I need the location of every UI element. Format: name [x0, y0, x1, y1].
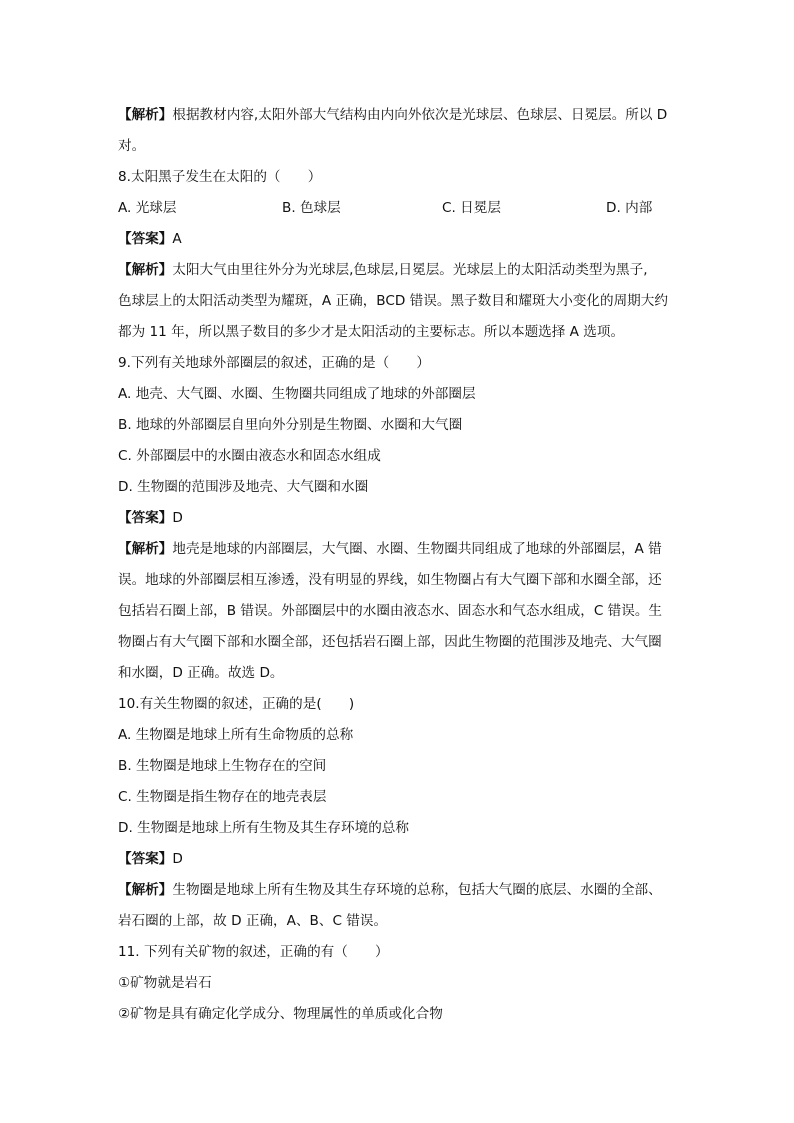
analysis-text: 地壳是地球的内部圈层，大气圈、水圈、生物圈共同组成了地球的外部圈层，A 错	[172, 541, 662, 557]
option-b: B. 色球层	[282, 200, 341, 216]
option-c: C. 生物圈是指生物存在的地壳表层	[118, 789, 327, 805]
option-c: C. 日冕层	[442, 200, 501, 216]
option-d: D. 生物圈的范围涉及地壳、大气圈和水圈	[118, 479, 369, 495]
question-9-answer	[118, 503, 688, 534]
question-10-answer	[118, 844, 688, 875]
answer-tag: 【答案】	[118, 510, 173, 526]
question-9-analysis-line	[118, 534, 688, 565]
answer-value: A	[172, 231, 182, 247]
question-11-item-2: ②矿物是具有确定化学成分、物理属性的单质或化合物	[118, 1006, 443, 1022]
question-8-stem: 8.太阳黑子发生在太阳的（ ）	[118, 169, 322, 185]
question-9-analysis-line: 误。地球的外部圈层相互渗透，没有明显的界线，如生物圈占有大气圈下部和水圈全部，还	[118, 572, 662, 588]
analysis-tag: 【解析】	[118, 262, 173, 278]
analysis-tag: 【解析】	[118, 882, 173, 898]
question-10-analysis-line: 岩石圈的上部，故 D 正确，A、B、C 错误。	[118, 913, 388, 929]
question-10-stem: 10.有关生物圈的叙述，正确的是( )	[118, 696, 355, 712]
option-d: D. 内部	[606, 200, 653, 216]
option-c: C. 外部圈层中的水圈由液态水和固态水组成	[118, 448, 381, 464]
answer-tag: 【答案】	[118, 231, 173, 247]
question-11-item-1: ①矿物就是岩石	[118, 975, 212, 991]
question-9-analysis-line: 物圈占有大气圈下部和水圈全部，还包括岩石圈上部，因此生物圈的范围涉及地壳、大气圈	[118, 634, 662, 650]
option-b: B. 地球的外部圈层自里向外分别是生物圈、水圈和大气圈	[118, 417, 463, 433]
answer-value: D	[172, 510, 183, 526]
question-11-stem: 11. 下列有关矿物的叙述，正确的有（ ）	[118, 944, 389, 960]
option-a: A. 地壳、大气圈、水圈、生物圈共同组成了地球的外部圈层	[118, 386, 476, 402]
answer-tag: 【答案】	[118, 851, 173, 867]
question-8-analysis-line: 都为 11 年，所以黑子数目的多少才是太阳活动的主要标志。所以本题选择 A 选项。	[118, 324, 625, 340]
document-body	[118, 100, 688, 1030]
answer-value: D	[172, 851, 183, 867]
analysis-text: 根据教材内容,太阳外部大气结构由内向外依次是光球层、色球层、日冕层。所以 D	[172, 107, 668, 123]
question-10-analysis-line	[118, 875, 688, 906]
option-a: A. 生物圈是地球上所有生命物质的总称	[118, 727, 354, 743]
question-8-options	[118, 193, 688, 224]
analysis-continuation: 对。	[118, 138, 146, 154]
question-8-analysis-line: 色球层上的太阳活动类型为耀斑，A 正确，BCD 错误。黑子数目和耀斑大小变化的周期大约	[118, 293, 668, 309]
question-8-analysis-line	[118, 255, 688, 286]
analysis-text: 太阳大气由里往外分为光球层,色球层,日冕层。光球层上的太阳活动类型为黑子,	[172, 262, 648, 278]
option-d: D. 生物圈是地球上所有生物及其生存环境的总称	[118, 820, 409, 836]
option-a: A. 光球层	[118, 200, 177, 216]
question-8-answer	[118, 224, 688, 255]
question-9-analysis-line: 和水圈，D 正确。故选 D。	[118, 665, 284, 681]
question-9-analysis-line: 包括岩石圈上部，B 错误。外部圈层中的水圈由液态水、固态水和气态水组成，C 错误。生	[118, 603, 663, 619]
question-9-stem: 9.下列有关地球外部圈层的叙述，正确的是（ ）	[118, 355, 431, 371]
analysis-text: 生物圈是地球上所有生物及其生存环境的总称，包括大气圈的底层、水圈的全部、	[172, 882, 662, 898]
analysis-tag: 【解析】	[118, 107, 173, 123]
option-b: B. 生物圈是地球上生物存在的空间	[118, 758, 327, 774]
analysis-tag: 【解析】	[118, 541, 173, 557]
analysis-paragraph	[118, 100, 688, 131]
